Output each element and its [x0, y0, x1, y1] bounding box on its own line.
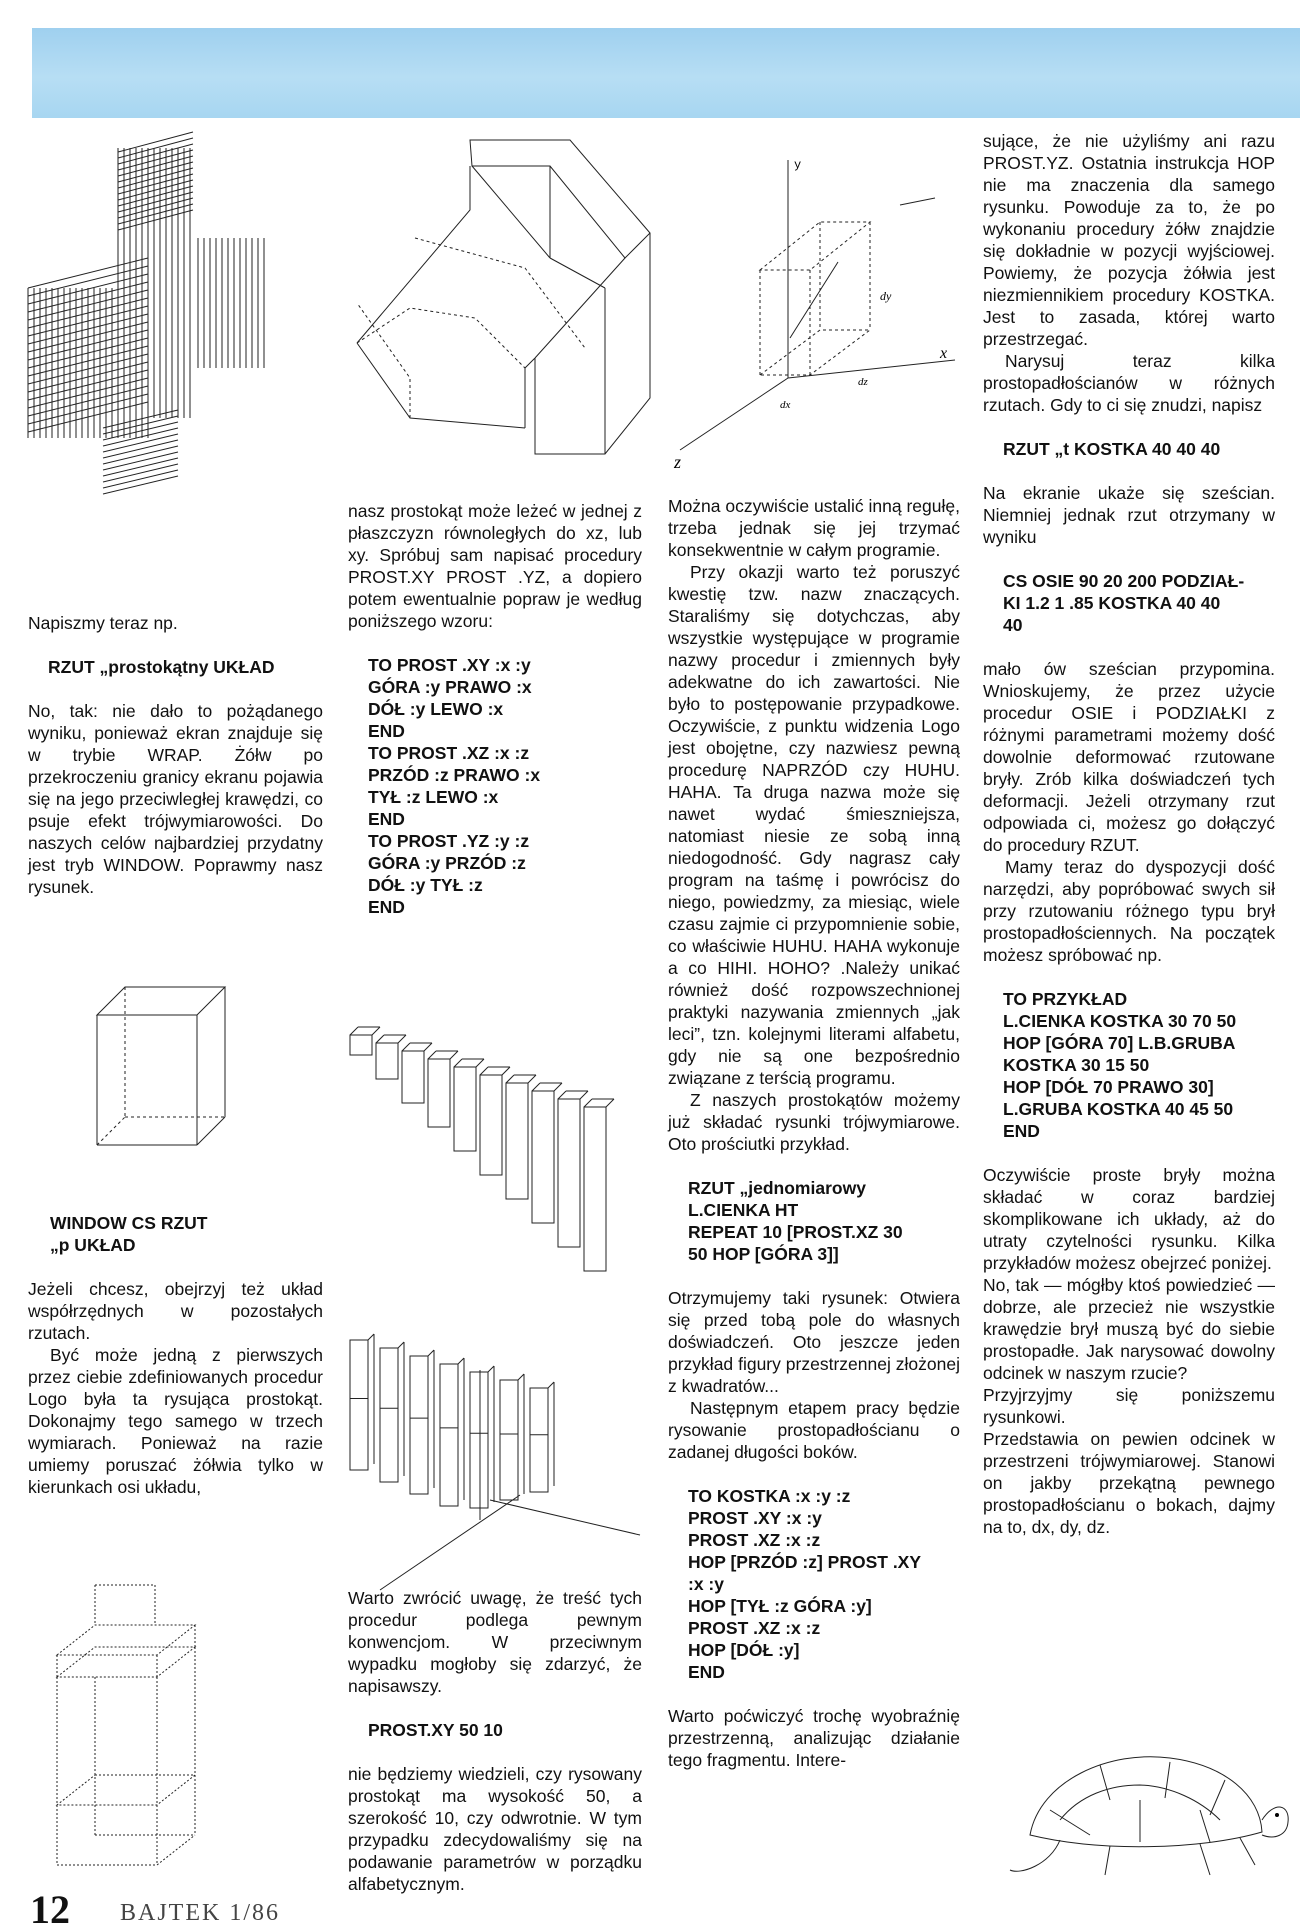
bar-edge	[458, 1358, 464, 1364]
stair-edge	[428, 1051, 436, 1059]
column-2-bottom	[348, 1587, 642, 1895]
turtle-illustration	[1000, 1740, 1290, 1890]
paragraph: Następnym etapem pracy będzie rysowanie prostopadłościanu o zadanej długości boków.	[668, 1398, 960, 1462]
paragraph: Można oczywiście ustalić inną regułę, trzeba jednak się jej trzymać konsekwentnie w całym programie.	[668, 496, 960, 560]
code-line: DÓŁ :y LEWO :x	[368, 699, 504, 719]
stair-edge	[372, 1027, 380, 1035]
hatch-line	[118, 162, 193, 182]
axis-label-y: y	[794, 158, 802, 172]
figure-axes-diagonal	[660, 150, 960, 470]
code-line: HOP [DÓŁ 70 PRAWO 30]	[1003, 1077, 1214, 1097]
paragraph: sujące, że nie użyliśmy ani razu PROST.YZ. Ostatnia instrukcja HOP nie ma znaczenia dla samego rysunku. Powoduje za to, że po wykonaniu procedury żółw znajdzie się dokładnie w pozycji wyjściowej. Powiemy, że pozycja żółwia jest niezmiennikiem procedury KOSTKA. Jest to zasada, której warto przestrzegać.	[983, 131, 1275, 349]
stair-edge	[480, 1067, 488, 1075]
axis-label-x: x	[940, 345, 948, 362]
paragraph: Otrzymujemy taki rysunek: Otwiera się przed tobą pole do własnych doświadczeń. Oto jeszcze jeden przykład figury przestrzennej złożonej z kwadratów...	[668, 1288, 960, 1396]
paragraph: Oczywiście proste bryły można składać w coraz bardziej skomplikowane ich układy, aż do utraty czytelności rysunku. Kilka przykładów możesz obejrzeć poniżej.	[983, 1165, 1275, 1273]
code-line: END	[368, 897, 405, 917]
column-1-bottom	[28, 1212, 323, 1498]
code-line: END	[1003, 1121, 1040, 1141]
code-line: HOP [GÓRA 70] L.B.GRUBA	[1003, 1033, 1236, 1053]
code-line: TYŁ :z LEWO :x	[368, 787, 499, 807]
hatch-line	[118, 180, 193, 200]
stair-edge	[476, 1059, 484, 1067]
code-line: HOP [DÓŁ :y]	[688, 1640, 800, 1660]
paragraph: Narysuj teraz kilka prostopadłościanów w różnych rzutach. Gdy to ci się znudzi, napisz	[983, 351, 1275, 415]
stair-box	[584, 1107, 606, 1271]
code-line: L.GRUBA KOSTKA 40 45 50	[1003, 1099, 1234, 1119]
code-line: PROST .XZ :x :z	[688, 1530, 821, 1550]
stair-edge	[402, 1043, 410, 1051]
code-line: PROST .XZ :x :z	[688, 1618, 821, 1638]
bar-edge	[518, 1374, 524, 1380]
stair-edge	[350, 1027, 358, 1035]
hatch-line	[118, 192, 193, 212]
paragraph: nie będziemy wiedzieli, czy rysowany prostokąt ma wysokość 50, a szerokość 10, czy odwrotnie. W tym przypadku zdecydowaliśmy się na podawanie parametrów w porządku alfabetycznym.	[348, 1764, 642, 1894]
stair-box	[350, 1035, 372, 1055]
stair-edge	[454, 1059, 462, 1067]
column-4	[983, 130, 1275, 1538]
column-3	[668, 495, 960, 1771]
paragraph: Przedstawia on pewien odcinek w przestrzeni trójwymiarowej. Stanowi on jakby przekątną pewnego prostopadłościanu o bokach, dajmy na to, dx, dy, dz.	[983, 1429, 1275, 1537]
stair-edge	[558, 1091, 566, 1099]
stair-box	[480, 1075, 502, 1175]
bar-edge	[488, 1366, 494, 1372]
figure-zigzag-stairs	[345, 1025, 655, 1235]
stair-box	[532, 1091, 554, 1223]
bar-edge	[548, 1382, 554, 1388]
code-block	[668, 1177, 960, 1265]
stair-edge	[606, 1099, 614, 1107]
code-line: END	[688, 1662, 725, 1682]
stair-edge	[506, 1075, 514, 1083]
code-line: CS OSIE 90 20 200 PODZIAŁ-	[1003, 571, 1245, 591]
stair-box	[558, 1099, 580, 1247]
code-line: TO PRZYKŁAD	[1003, 989, 1128, 1009]
hatch-line	[118, 174, 193, 194]
bar-edge	[398, 1342, 404, 1348]
code-line: 50 HOP [GÓRA 3]]	[688, 1244, 839, 1264]
code-block	[348, 654, 642, 918]
figure-hatched-cross	[28, 128, 328, 518]
column-2-top	[348, 500, 642, 918]
code-block	[983, 988, 1275, 1142]
stair-edge	[450, 1051, 458, 1059]
stair-box	[506, 1083, 528, 1199]
figure-prism-composite	[355, 138, 655, 458]
code-line: PROST .XY :x :y	[688, 1508, 822, 1528]
page-number: 12	[30, 1887, 70, 1932]
bar-edge	[428, 1350, 434, 1356]
code-line: PRZÓD :z PRAWO :x	[368, 765, 541, 785]
stair-edge	[424, 1043, 432, 1051]
stair-edge	[502, 1067, 510, 1075]
stair-edge	[398, 1035, 406, 1043]
figure-bar-array	[340, 1330, 650, 1600]
bar-box	[530, 1388, 548, 1492]
hatch-line	[118, 156, 193, 176]
command-line: „p UKŁAD	[50, 1235, 136, 1255]
code-line: 40	[1003, 615, 1023, 635]
axis-label-dz: dz	[858, 376, 868, 388]
hatch-line	[118, 132, 193, 152]
hatch-line	[118, 204, 193, 224]
header-banner	[32, 28, 1300, 118]
stair-edge	[532, 1083, 540, 1091]
code-line: END	[368, 809, 405, 829]
axis-label-z: z	[674, 452, 682, 472]
paragraph: No, tak: nie dało to pożądanego wyniku, ponieważ ekran znajduje się w trybie WRAP. Żółw po przekroczeniu granicy ekranu pojawia się na jego przeciwległej krawędzi, co psuje efekt trójwymiarowości. Do naszych celów najbardziej przydatny jest tryb WINDOW. Poprawmy nasz rysunek.	[28, 701, 323, 897]
code-line: TO PROST .YZ :y :z	[368, 831, 530, 851]
axis-label-dx: dx	[780, 399, 791, 411]
hatch-line	[118, 186, 193, 206]
hatch-line	[118, 198, 193, 218]
command-line: RZUT „t KOSTKA 40 40 40	[1003, 439, 1221, 459]
hatch-line	[118, 138, 193, 158]
paragraph: Być może jedną z pierwszych przez ciebie zdefiniowanych procedur Logo była ta rysująca prostokąt. Dokonajmy tego samego w trzech wymiarach. Ponieważ na razie umiemy poruszać żółwia tylko w kierunkach osi układu,	[28, 1345, 323, 1497]
code-line: HOP [PRZÓD :z] PROST .XY	[688, 1552, 922, 1572]
code-line: DÓŁ :y TYŁ :z	[368, 875, 483, 895]
code-line: RZUT „jednomiarowy	[688, 1178, 866, 1198]
code-line: GÓRA :y PRAWO :x	[368, 677, 532, 697]
code-block	[983, 570, 1275, 636]
stair-edge	[554, 1083, 562, 1091]
figure-box-window	[95, 985, 235, 1150]
command-line: RZUT „prostokątny UKŁAD	[48, 657, 275, 677]
command-line: PROST.XY 50 10	[368, 1720, 503, 1740]
command-line: WINDOW CS RZUT	[50, 1213, 208, 1233]
stair-box	[454, 1067, 476, 1151]
paragraph: Przyjrzyjmy się poniższemu rysunkowi.	[983, 1385, 1275, 1427]
code-line: :x :y	[688, 1574, 724, 1594]
bar-box	[500, 1380, 518, 1500]
code-line: TO KOSTKA :x :y :z	[688, 1486, 851, 1506]
stair-box	[376, 1043, 398, 1079]
figure-stacked-boxes	[55, 1575, 215, 1870]
bar-box	[380, 1348, 398, 1482]
bar-edge	[368, 1334, 374, 1340]
stair-edge	[376, 1035, 384, 1043]
paragraph: Warto poćwiczyć trochę wyobraźnię przestrzenną, analizując działanie tego fragmentu. Intere-	[668, 1706, 960, 1770]
code-line: HOP [TYŁ :z GÓRA :y]	[688, 1596, 872, 1616]
hatch-line	[118, 144, 193, 164]
stair-box	[428, 1059, 450, 1127]
stair-edge	[580, 1091, 588, 1099]
stair-edge	[584, 1099, 592, 1107]
hatch-line	[118, 168, 193, 188]
paragraph: Jeżeli chcesz, obejrzyj też układ współrzędnych w pozostałych rzutach.	[28, 1279, 323, 1343]
bar-box	[470, 1372, 488, 1508]
code-line: END	[368, 721, 405, 741]
code-block	[668, 1485, 960, 1683]
bar-box	[350, 1340, 368, 1470]
stair-box	[402, 1051, 424, 1103]
magazine-issue: BAJTEK 1/86	[120, 1900, 280, 1926]
bar-box	[440, 1364, 458, 1506]
code-line: L.CIENKA KOSTKA 30 70 50	[1003, 1011, 1237, 1031]
paragraph: nasz prostokąt może leżeć w jednej z płaszczyzn równoległych do xz, lub xy. Spróbuj sam napisać procedury PROST.XY PROST .YZ, a dopiero potem ewentualnie popraw je według poniższego wzoru:	[348, 501, 642, 631]
bar-box	[410, 1356, 428, 1494]
code-line: KI 1.2 1 .85 KOSTKA 40 40	[1003, 593, 1221, 613]
paragraph: Przy okazji warto też poruszyć kwestię tzw. nazw znaczących. Staraliśmy się dotychczas, aby wszystkie występujące w programie nazwy procedur i zmiennych były adekwatne do ich zawartości. Nie było to postępowanie przypadkowe. Oczywiście, z punktu widzenia Logo jest obojętne, czy nazwiesz pewną procedurę NAPRZÓD czy HUHU. HAHA. Ta druga nazwa może się nawet wydać śmieszniejsza, natomiast niesie ze sobą inną niedogodność. Gdy nagrasz cały program na taśmę i powrócisz do niego, powiedzmy, za miesiąc, wiele czasu zajmie ci przypomnienie sobie, co właściwie HUHU. HAHA wykonuje a co HIHI. HOHO? .Należy unikać również dość rozpowszechnionej praktyki nazywania zmiennych „jak leci”, tzn. kolejnymi literami alfabetu, gdy nie są one bezpośrednio związane z terścią programu.	[668, 562, 960, 1088]
paragraph: Na ekranie ukaże się sześcian. Niemniej jednak rzut otrzymany w wyniku	[983, 483, 1275, 547]
paragraph: Warto zwrócić uwagę, że treść tych procedur podlega pewnym konwencjom. W przeciwnym wypadku mogłoby się zdarzyć, że napisawszy.	[348, 1588, 642, 1696]
hatch-line	[118, 150, 193, 170]
paragraph: Napiszmy teraz np.	[28, 613, 178, 633]
code-line: GÓRA :y PRZÓD :z	[368, 853, 526, 873]
stair-edge	[528, 1075, 536, 1083]
column-1-top	[28, 612, 323, 898]
code-line: L.CIENKA HT	[688, 1200, 799, 1220]
paragraph: mało ów sześcian przypomina. Wnioskujemy, że przez użycie procedur OSIE i PODZIAŁKI z różnymi parametrami możemy dość dowolnie deformować rzutowane bryły. Zrób kilka doświadczeń tych deformacji. Jeżeli otrzymany rzut odpowiada ci, możesz go dołączyć do procedury RZUT.	[983, 659, 1275, 855]
code-line: TO PROST .XZ :x :z	[368, 743, 530, 763]
hatch-line	[118, 210, 193, 230]
paragraph: Mamy teraz do dyspozycji dość narzędzi, aby popróbować swych sił przy rzutowaniu różnego typu brył prostopadłościennych. Na początek możesz spróbować np.	[983, 857, 1275, 965]
code-line: REPEAT 10 [PROST.XZ 30	[688, 1222, 903, 1242]
paragraph: Z naszych prostokątów możemy już składać rysunki trójwymiarowe. Oto prościutki przykład.	[668, 1090, 960, 1154]
code-line: KOSTKA 30 15 50	[1003, 1055, 1150, 1075]
paragraph: No, tak — mógłby ktoś powiedzieć — dobrze, ale przecież nie wszystkie krawędzie brył muszą być do siebie prostopadłe. Jak narysować dowolny odcinek w naszym rzucie?	[983, 1275, 1275, 1383]
code-line: TO PROST .XY :x :y	[368, 655, 531, 675]
axis-label-dy: dy	[880, 289, 892, 303]
